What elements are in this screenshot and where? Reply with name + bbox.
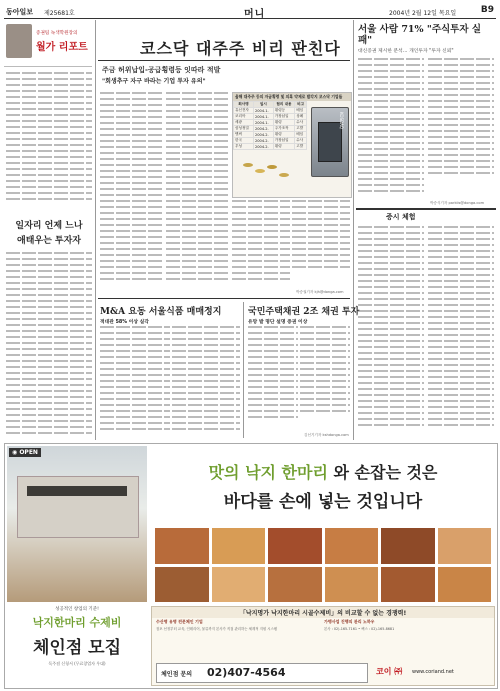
ma-sub: 적대관 58% 이상 실각 <box>100 320 149 325</box>
ad-left-top: 성공적인 창업의 기준! <box>55 607 99 612</box>
table-cell: 2004.1. <box>253 114 273 120</box>
table-cell: 우성 <box>234 144 254 150</box>
safe-label: KOSDAQ <box>339 112 344 129</box>
ad-open-label: ◉ OPEN <box>9 448 41 457</box>
food-photo <box>438 567 492 603</box>
left-subhead <box>8 218 90 246</box>
food-photo <box>325 567 379 603</box>
market-text-col1 <box>358 226 424 436</box>
side-byline: 박증식기자 parkiis@donga.com <box>430 201 485 205</box>
issue-date: 2004년 2월 12일 목요일 <box>389 10 457 17</box>
main-text-col4 <box>292 200 350 288</box>
table-cell: 2004.2. <box>253 132 273 138</box>
main-graphic <box>232 92 352 198</box>
ad-slogan <box>155 460 491 520</box>
main-subhead: "회생추구 자구 바라는 기업 투자 유의" <box>102 78 206 85</box>
ad-info-body: 점포 선정부터 교육, 인테리어, 물류까지 본사가 직접 관리하는 체계적 지원 시스템 <box>156 627 278 631</box>
table-header-cell: 일시 <box>253 102 273 108</box>
table-cell: 배임 <box>295 108 307 114</box>
columnist-box <box>4 20 92 67</box>
ad-food-grid <box>155 528 491 602</box>
bond-text-col2 <box>300 326 350 432</box>
table-cell: 유신전자 <box>234 108 254 114</box>
bond-sub: 유망 발 명단 설명 증권 이상 <box>248 320 308 325</box>
coins-illustration <box>239 153 299 189</box>
table-cell: 2004.1. <box>253 120 273 126</box>
table-cell: 삼성정밀 <box>234 126 254 132</box>
food-photo <box>212 528 266 564</box>
table-cell: 엔써 <box>234 132 254 138</box>
table-cell: 2004.2. <box>253 138 273 144</box>
bond-text-col1 <box>248 326 298 432</box>
food-photo <box>381 528 435 564</box>
market-title: 증시 체험 <box>386 213 416 221</box>
column-title: 월가 리포트 <box>36 42 88 53</box>
ad-company: 코이 ㈜ <box>376 667 403 676</box>
left-subhead-title: 일자리 언제 느나 <box>15 221 83 231</box>
ad-company-block <box>376 663 488 681</box>
table-cell: 수사 <box>295 138 307 144</box>
safe-illustration <box>311 107 349 177</box>
table-row <box>234 144 307 150</box>
table-cell: 고발 <box>295 144 307 150</box>
food-photo <box>438 528 492 564</box>
table-cell: 횡령등 <box>273 108 294 114</box>
bond-headline: 국민주택채권 2조 채권 투자 <box>248 307 360 317</box>
side-subhead: 대신증권 제시한 분석… 개인투자 "투자 신뢰" <box>358 49 454 54</box>
table-cell: 2004.2. <box>253 126 273 132</box>
scandal-table <box>233 101 307 150</box>
ad-brand: 낙지한마리 수제비 <box>32 616 122 629</box>
main-kicker: 주금 허위납입-공급횡령등 잇따라 적발 <box>102 66 221 74</box>
table-header-cell: 비고 <box>295 102 307 108</box>
left-column-text <box>6 72 92 214</box>
column-divider <box>95 20 96 440</box>
food-photo <box>155 528 209 564</box>
columnist-tag: 증권팀 녹색학원장의 <box>36 31 78 36</box>
page-number: B9 <box>480 5 494 15</box>
ad-phone-label: 체인점 문의 <box>161 671 193 678</box>
ad-sign <box>27 486 127 496</box>
ad-slogan-bottom: 바다를 손에 넣는 것입니다 <box>223 492 423 512</box>
section-name: 머니 <box>244 9 266 20</box>
table-cell: 상폐 <box>295 114 307 120</box>
headline-rule <box>98 60 350 61</box>
ad-slogan-suffix: 와 손잡는 것은 <box>333 463 438 482</box>
main-text-col3 <box>232 200 290 288</box>
table-cell: 2004.2. <box>253 144 273 150</box>
food-photo <box>325 528 379 564</box>
table-cell: 코리아 <box>234 114 254 120</box>
column-divider-right <box>353 20 354 440</box>
ad-info-box <box>151 606 495 686</box>
market-box <box>356 208 496 442</box>
table-header-cell: 혐의 내용 <box>273 102 294 108</box>
columnist-photo <box>6 24 32 58</box>
market-text-col2 <box>428 226 494 436</box>
advertisement <box>4 443 498 689</box>
ad-contact-line: 본사 : 02)-165-7161 • 팩스 : 02)-165-8681 <box>324 627 395 631</box>
ad-slogan-brand: 맛의 낙지 한마리 <box>208 463 328 482</box>
table-cell: 배임 <box>295 132 307 138</box>
ad-info-left-head: 수산명 유명 전문체인 기업 <box>156 619 203 624</box>
column-divider-mid <box>243 302 244 438</box>
left-subhead-title2: 애태우는 투자자 <box>17 236 81 246</box>
ad-left-small: 독주점 신청서 (무료창업자 우대) <box>48 661 106 666</box>
ad-info-right-head: 가맹사업 진행의 관리 노하우 <box>324 619 375 624</box>
section-rule <box>98 298 350 299</box>
food-photo <box>268 528 322 564</box>
food-photo <box>381 567 435 603</box>
ad-phone: 02)407-4564 <box>207 666 286 679</box>
ad-recruit: 체인점 모집 <box>32 638 122 658</box>
bond-byline: 김선기기자 kshdonga.com <box>304 433 349 437</box>
masthead <box>4 4 496 19</box>
table-cell: 한국 <box>234 138 254 144</box>
main-text-col2 <box>166 92 228 288</box>
food-photo <box>268 567 322 603</box>
ma-text-col1 <box>100 326 170 438</box>
food-photo <box>155 567 209 603</box>
ad-phone-box <box>156 663 368 683</box>
table-body <box>234 108 307 150</box>
side-headline: 서울 사람 71% "주식투자 실패" <box>358 24 482 46</box>
paper-name: 동아일보 <box>6 8 34 16</box>
side-text-col1 <box>358 58 424 198</box>
table-cell: 수사 <box>295 120 307 126</box>
table-cell: 주가조작 <box>273 126 294 132</box>
main-headline: 코스닥 대주주 비리 판친다 <box>140 39 341 58</box>
table-header-cell: 회사명 <box>234 102 254 108</box>
ad-info-title: 「낙지명가 낙지한마리 시골수제비」의 비교할 수 없는 경쟁력! <box>152 607 494 618</box>
table-cell: 가장납입 <box>273 138 294 144</box>
main-byline: 박증권기자 kjh@donga.com <box>296 290 344 294</box>
table-cell: 횡령 <box>273 144 294 150</box>
side-text-col2 <box>428 58 494 198</box>
food-photo <box>212 567 266 603</box>
ad-recruit-panel <box>7 604 147 686</box>
table-cell: 세광 <box>234 120 254 126</box>
ad-restaurant-photo <box>7 446 147 602</box>
ad-homepage[interactable]: www.coriand.net <box>412 669 454 675</box>
ma-text-col2 <box>172 326 240 438</box>
table-cell: 고발 <box>295 126 307 132</box>
ma-headline: M&A 요동 서울식품 매매정지 <box>100 307 222 317</box>
table-cell: 2004.1. <box>253 108 273 114</box>
table-title: 올해 대주주 등의 자금횡령 및 의혹 약제로 발각지 코스닥 기업들 <box>233 93 351 101</box>
table-cell: 횡령 <box>273 120 294 126</box>
table-cell: 횡령 <box>273 132 294 138</box>
table-cell: 가장납입 <box>273 114 294 120</box>
issue-number: 제25681호 <box>44 10 75 17</box>
left-column-text-2 <box>6 252 92 438</box>
main-text-col1 <box>100 92 162 288</box>
